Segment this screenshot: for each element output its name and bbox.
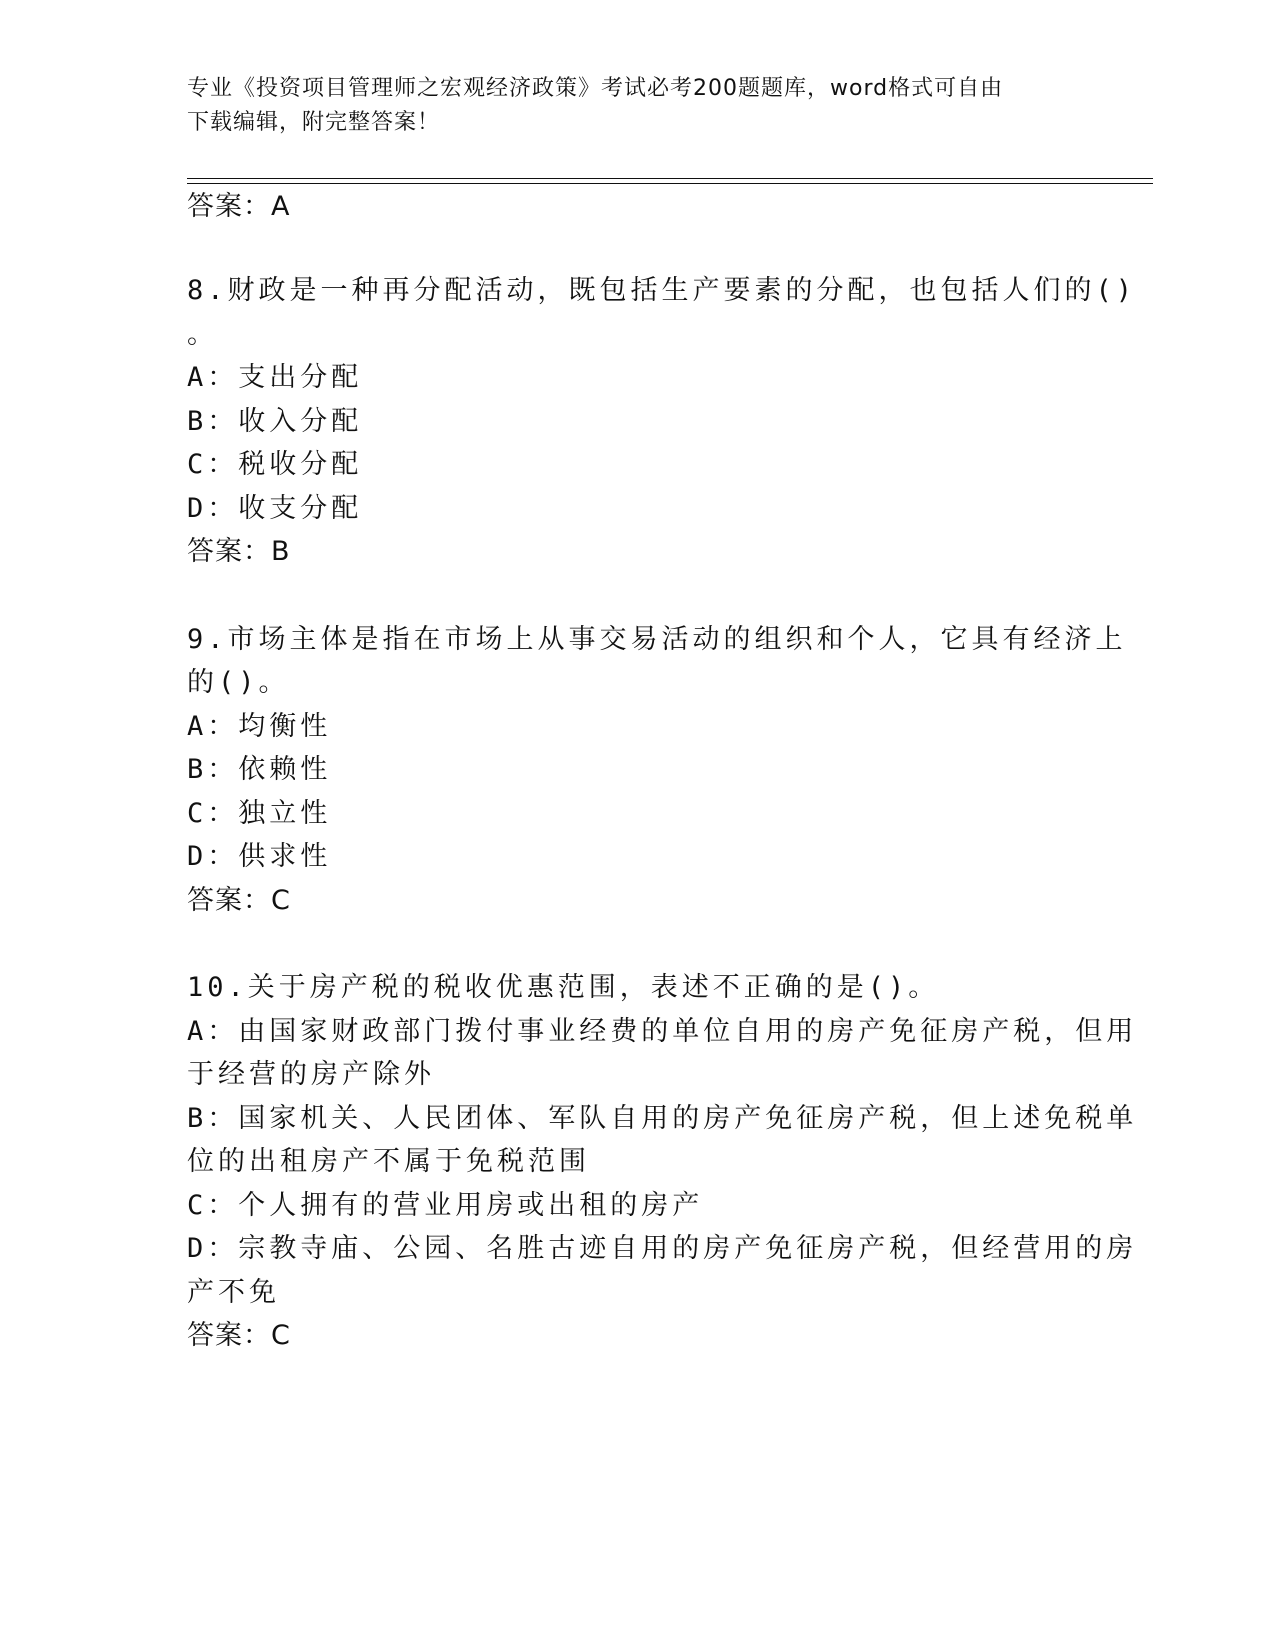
header-line-1: 专业《投资项目管理师之宏观经济政策》考试必考200题题库，word格式可自由: [187, 76, 1004, 101]
q8-option-d: D：收支分配: [187, 493, 363, 524]
previous-answer: 答案：A: [187, 191, 291, 222]
header-line-2: 下载编辑，附完整答案！: [187, 110, 441, 135]
q9-option-b: B：依赖性: [187, 754, 332, 785]
q8-option-c: C：税收分配: [187, 449, 363, 480]
q8-option-b: B：收入分配: [187, 406, 363, 437]
q10-answer: 答案：C: [187, 1320, 291, 1351]
q8-answer: 答案：B: [187, 536, 291, 567]
q10-option-d-line-1: D：宗教寺庙、公园、名胜古迹自用的房产免征房产税，但经营用的房: [187, 1233, 1138, 1264]
q9-stem-line-1: 9.市场主体是指在市场上从事交易活动的组织和个人，它具有经济上: [187, 624, 1127, 655]
q8-stem-line-1: 8.财政是一种再分配活动，既包括生产要素的分配，也包括人们的(): [187, 275, 1137, 306]
q10-option-a-line-1: A：由国家财政部门拨付事业经费的单位自用的房产免征房产税，但用: [187, 1016, 1138, 1047]
q10-option-c: C：个人拥有的营业用房或出租的房产: [187, 1190, 704, 1221]
q10-option-a-line-2: 于经营的房产除外: [187, 1059, 435, 1090]
q10-option-d-line-2: 产不免: [187, 1277, 280, 1308]
q10-option-b-line-2: 位的出租房产不属于免税范围: [187, 1146, 590, 1177]
document-header: [187, 72, 1067, 140]
q9-stem-line-2: 的()。: [187, 667, 290, 698]
header-divider-thin: [187, 183, 1153, 184]
q9-option-c: C：独立性: [187, 798, 332, 829]
q8-stem-line-2: 。: [187, 319, 218, 350]
q10-option-b-line-1: B：国家机关、人民团体、军队自用的房产免征房产税，但上述免税单: [187, 1103, 1138, 1134]
header-divider: [187, 178, 1153, 179]
q8-option-a: A：支出分配: [187, 362, 363, 393]
q9-option-d: D：供求性: [187, 841, 332, 872]
q10-stem-line-1: 10.关于房产税的税收优惠范围，表述不正确的是()。: [187, 972, 940, 1003]
q9-option-a: A：均衡性: [187, 711, 332, 742]
q9-answer: 答案：C: [187, 885, 291, 916]
